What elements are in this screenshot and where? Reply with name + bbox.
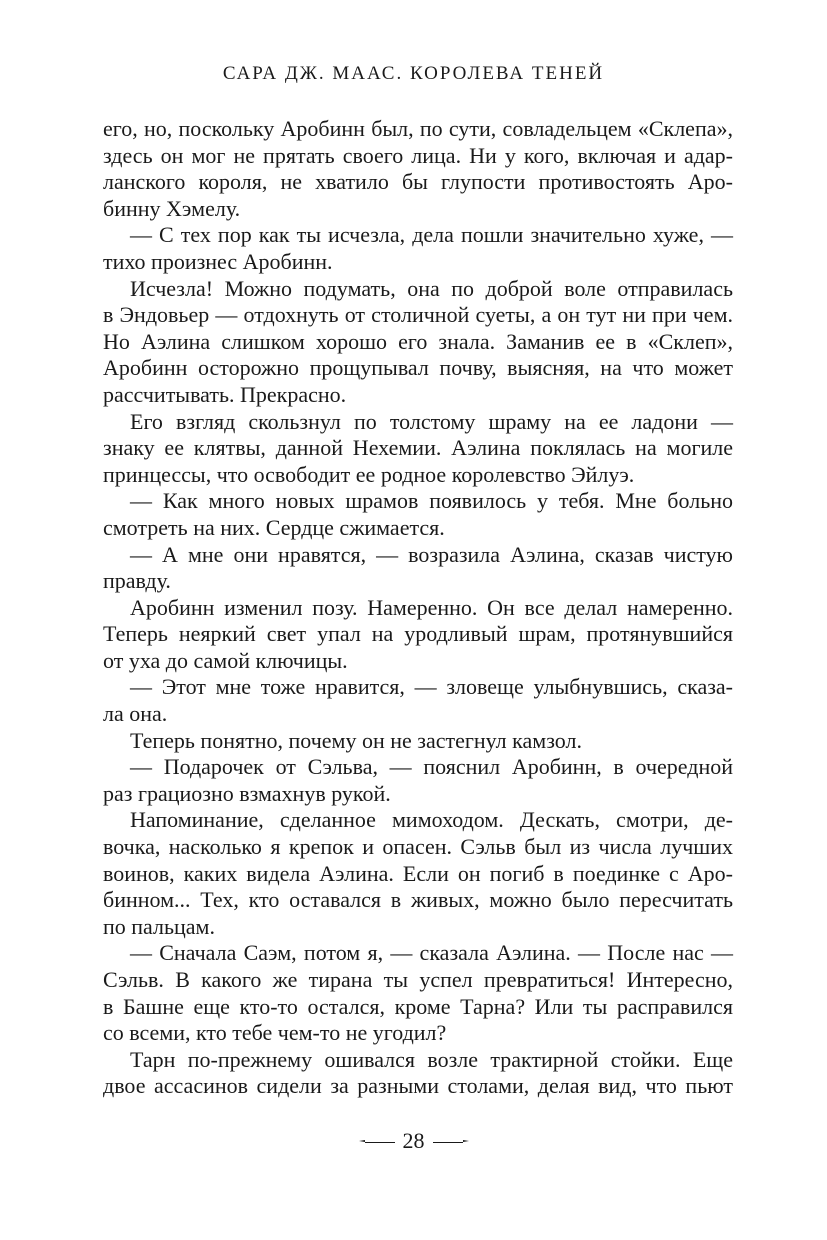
text-line: рассчитывать. Прекрасно.: [103, 381, 347, 407]
text-line: — Как много новых шрамов появилось у тебя. Мне больно: [130, 488, 733, 514]
running-head: САРА ДЖ. МААС. КОРОЛЕВА ТЕНЕЙ: [222, 63, 605, 84]
text-line: — Сначала Саэм, потом я, — сказала Аэлина. — После нас —: [130, 940, 733, 966]
text-line: правду.: [103, 568, 171, 594]
text-line: Аробинн осторожно прощупывал почву, выясняя, на что может: [103, 355, 733, 381]
text-line: раз грациозно взмахнув рукой.: [103, 780, 391, 806]
text-line: — С тех пор как ты исчезла, дела пошли значительно хуже, —: [130, 222, 733, 248]
text-line: — А мне они нравятся, — возразила Аэлина, сказав чистую: [130, 541, 733, 567]
text-line: Теперь понятно, почему он не застегнул камзол.: [130, 727, 582, 753]
text-line: тихо произнес Аробинн.: [103, 248, 333, 274]
text-line: Его взгляд скользнул по толстому шраму на ее ладони —: [130, 408, 733, 434]
text-line: Но Аэлина слишком хорошо его знала. Заманив ее в «Склеп»,: [103, 328, 733, 354]
text-line: Исчезла! Можно подумать, она по доброй воле отправилась: [130, 275, 733, 301]
text-line: его, но, поскольку Аробинн был, по сути, совладельцем «Склепа»,: [103, 116, 733, 141]
text-line: смотреть на них. Сердце сжимается.: [103, 514, 445, 540]
text-line: Аробинн изменил позу. Намеренно. Он все делал намеренно.: [130, 594, 733, 620]
text-line: ланского короля, не хватило бы глупости противостоять Аро-: [103, 169, 733, 195]
text-line: знаку ее клятвы, данной Нехемии. Аэлина поклялась на могиле: [103, 435, 733, 461]
text-line: Тарн по-прежнему ошивался возле трактирной стойки. Еще: [130, 1046, 733, 1072]
text-line: бинном... Тех, кто оставался в живых, можно было пересчитать: [103, 887, 733, 913]
text-line: Напоминание, сделанное мимоходом. Дескать, смотри, де-: [130, 807, 733, 833]
text-line: в Эндовьер — отдохнуть от столичной суеты, а он тут ни при чем.: [103, 302, 733, 328]
text-line: — Подарочек от Сэльва, — пояснил Аробинн, в очередной: [130, 754, 733, 780]
folio-ornament-left: [365, 1142, 395, 1143]
text-line: в Башне еще кто-то остался, кроме Тарна? Или ты расправился: [103, 993, 733, 1019]
text-line: со всеми, кто тебе чем-то не угодил?: [103, 1020, 447, 1046]
page-footer: [0, 1127, 827, 1155]
text-line: бинну Хэмелу.: [103, 195, 241, 221]
text-line: Сэльв. В какого же тирана ты успел превратиться! Интересно,: [103, 967, 733, 992]
text-line: ла она.: [103, 701, 168, 727]
text-line: по пальцам.: [103, 913, 215, 939]
text-line: от уха до самой ключицы.: [103, 647, 348, 673]
text-line: вочка, насколько я крепок и опасен. Сэльв был из числа лучших: [103, 834, 733, 860]
text-line: Теперь неяркий свет упал на уродливый шрам, протянувшийся: [103, 621, 733, 647]
text-line: здесь он мог не прятать своего лица. Ни у кого, включая и адар-: [103, 142, 733, 168]
text-line: воинов, каких видела Аэлина. Если он погиб в поединке с Аро-: [103, 860, 733, 886]
page-number: 28: [402, 1128, 425, 1153]
text-line: принцессы, что освободит ее родное королевство Эйлуэ.: [103, 461, 635, 487]
folio-ornament-right: [433, 1142, 463, 1143]
body-text: [103, 116, 733, 1100]
text-line: двое ассасинов сидели за разными столами, делая вид, что пьют: [103, 1073, 733, 1099]
text-line: — Этот мне тоже нравится, — зловеще улыбнувшись, сказа-: [130, 674, 733, 700]
